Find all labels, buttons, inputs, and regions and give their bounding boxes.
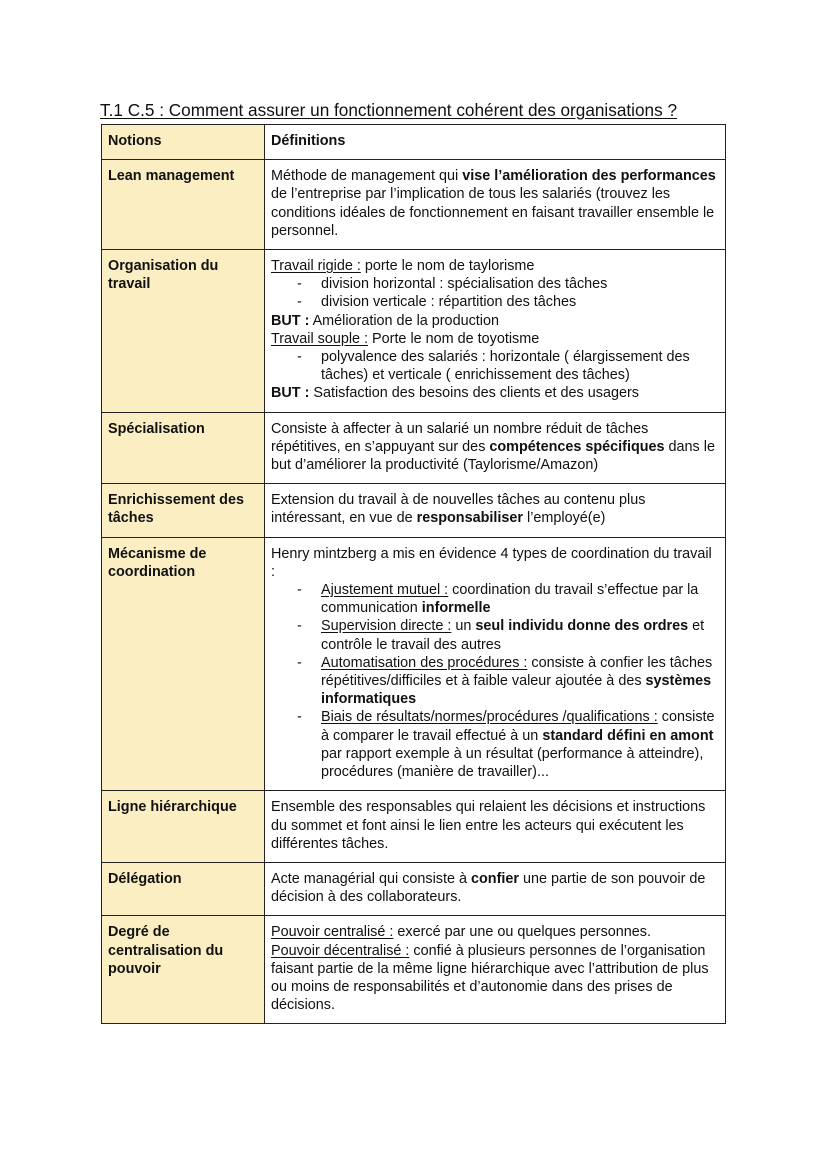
notions-table [101, 124, 726, 1024]
underlined-term: Pouvoir centralisé : [271, 924, 394, 941]
definition-paragraph [271, 167, 719, 240]
definition-paragraph [271, 870, 719, 906]
notion-cell: Organisation du travail [102, 250, 265, 413]
underlined-term: Supervision directe : [321, 618, 452, 635]
underlined-term: Biais de résultats/normes/procédures /qualifications : [321, 709, 658, 726]
definition-cell [265, 250, 726, 413]
notion-cell: Spécialisation [102, 412, 265, 484]
bold-text: informelle [421, 600, 491, 617]
list-item [271, 275, 719, 293]
text-run: dans le but d’améliorer la productivité (Taylorisme/Amazon) [271, 438, 715, 474]
text-run: polyvalence des salariés : horizontale ( élargissement des tâches) et verticale ( enrichissement des tâches) [321, 349, 690, 384]
table-body [102, 160, 726, 1024]
definition-paragraph [271, 798, 719, 853]
definition-cell [265, 537, 726, 791]
table-row [102, 484, 726, 537]
definition-cell [265, 412, 726, 484]
text-run: Ensemble des responsables qui relaient les décisions et instructions du sommet et font ainsi le lien entre les acteurs qui exécutent les différentes tâches. [271, 799, 706, 852]
bold-text: BUT : [271, 385, 310, 402]
definition-paragraph [271, 420, 719, 475]
definition-cell [265, 484, 726, 537]
bold-text: standard défini en amont [542, 727, 714, 744]
text-run: division verticale : répartition des tâches [321, 294, 577, 311]
text-run: Henry mintzberg a mis en évidence 4 types de coordination du travail : [271, 545, 712, 580]
text-run: une partie de son pouvoir de décision à des collaborateurs. [271, 870, 706, 906]
list-item [271, 708, 719, 781]
list-item [271, 581, 719, 617]
text-run: de l’entreprise par l’implication de tous les salariés (trouvez les conditions idéales de fonctionnement en faisant travailler ensemble le personnel. [271, 186, 715, 239]
notion-cell: Enrichissement des tâches [102, 484, 265, 537]
list-item [271, 617, 719, 653]
table-row [102, 250, 726, 413]
table-row [102, 537, 726, 791]
definition-paragraph [271, 923, 719, 941]
table-row [102, 862, 726, 915]
text-run: coordination du travail s’effectue par la communication [321, 582, 699, 617]
definition-paragraph [271, 257, 719, 275]
text-run: Acte managérial qui consiste à [271, 870, 471, 887]
underlined-term: Travail rigide : [271, 258, 361, 275]
list-item [271, 293, 719, 311]
text-run: exercé par une ou quelques personnes. [393, 924, 652, 941]
list-item [271, 654, 719, 709]
text-run: Porte le nom de toyotisme [368, 330, 540, 347]
underlined-term: Automatisation des procédures : [321, 654, 528, 671]
text-run: consiste à confier les tâches répétitives/difficiles et à faible valeur ajoutée à des [321, 654, 713, 690]
underlined-term: Ajustement mutuel : [321, 582, 449, 599]
text-run: Extension du travail à de nouvelles tâches au contenu plus intéressant, en vue de [271, 492, 646, 527]
definition-cell [265, 916, 726, 1024]
bold-text: responsabiliser [416, 510, 523, 527]
text-run: confié à plusieurs personnes de l’organisation faisant partie de la même ligne hiérarchique avec l’attribution de plus ou moins de responsabilités et d’autonomie dans des prises de décisions. [271, 942, 709, 1014]
bold-text: confier [470, 870, 519, 887]
text-run: division horizontal : spécialisation des tâches [321, 276, 608, 293]
text-run: porte le nom de taylorisme [360, 258, 535, 275]
notion-cell: Délégation [102, 862, 265, 915]
bold-text: seul individu donne des ordres [475, 618, 689, 635]
bold-text: BUT : [271, 312, 310, 329]
bold-text: systèmes informatiques [321, 673, 712, 708]
text-run: par rapport exemple à un résultat (performance à atteindre), procédures (manière de travailler)... [321, 745, 704, 781]
definition-cell [265, 160, 726, 250]
definition-cell [265, 862, 726, 915]
text-run: Méthode de management qui [271, 168, 463, 185]
definition-paragraph [271, 942, 719, 1015]
page-title: T.1 C.5 : Comment assurer un fonctionnement cohérent des organisations ? [100, 100, 678, 120]
definition-paragraph [271, 491, 719, 527]
text-run: consiste à comparer le travail effectué à un [321, 709, 715, 744]
bold-text: compétences spécifiques [489, 438, 665, 455]
underlined-term: Pouvoir décentralisé : [271, 942, 410, 959]
bold-text: vise l’amélioration des performances [462, 168, 716, 185]
text-run: Amélioration de la production [309, 312, 499, 329]
notion-cell: Mécanisme de coordination [102, 537, 265, 791]
text-run: l’employé(e) [523, 510, 606, 527]
notion-cell: Lean management [102, 160, 265, 250]
definition-paragraph [271, 384, 719, 402]
notion-cell: Ligne hiérarchique [102, 791, 265, 863]
table-row [102, 791, 726, 863]
table-row [102, 412, 726, 484]
text-run: Consiste à affecter à un salarié un nombre réduit de tâches répétitives, en s’appuyant sur des [271, 420, 649, 455]
header-definitions: Définitions [265, 125, 726, 160]
text-run: un [451, 618, 476, 635]
dash-list [271, 275, 719, 311]
header-notions: Notions [102, 125, 265, 160]
table-header-row [102, 125, 726, 160]
definition-paragraph [271, 330, 719, 348]
text-run: Satisfaction des besoins des clients et des usagers [309, 385, 639, 402]
definition-paragraph [271, 312, 719, 330]
table-row [102, 916, 726, 1024]
table-row [102, 160, 726, 250]
list-item [271, 348, 719, 384]
dash-list [271, 581, 719, 781]
text-run: et contrôle le travail des autres [321, 618, 705, 653]
definition-cell [265, 791, 726, 863]
underlined-term: Travail souple : [271, 330, 369, 347]
dash-list [271, 348, 719, 384]
definition-paragraph [271, 545, 719, 581]
notion-cell: Degré de centralisation du pouvoir [102, 916, 265, 1024]
